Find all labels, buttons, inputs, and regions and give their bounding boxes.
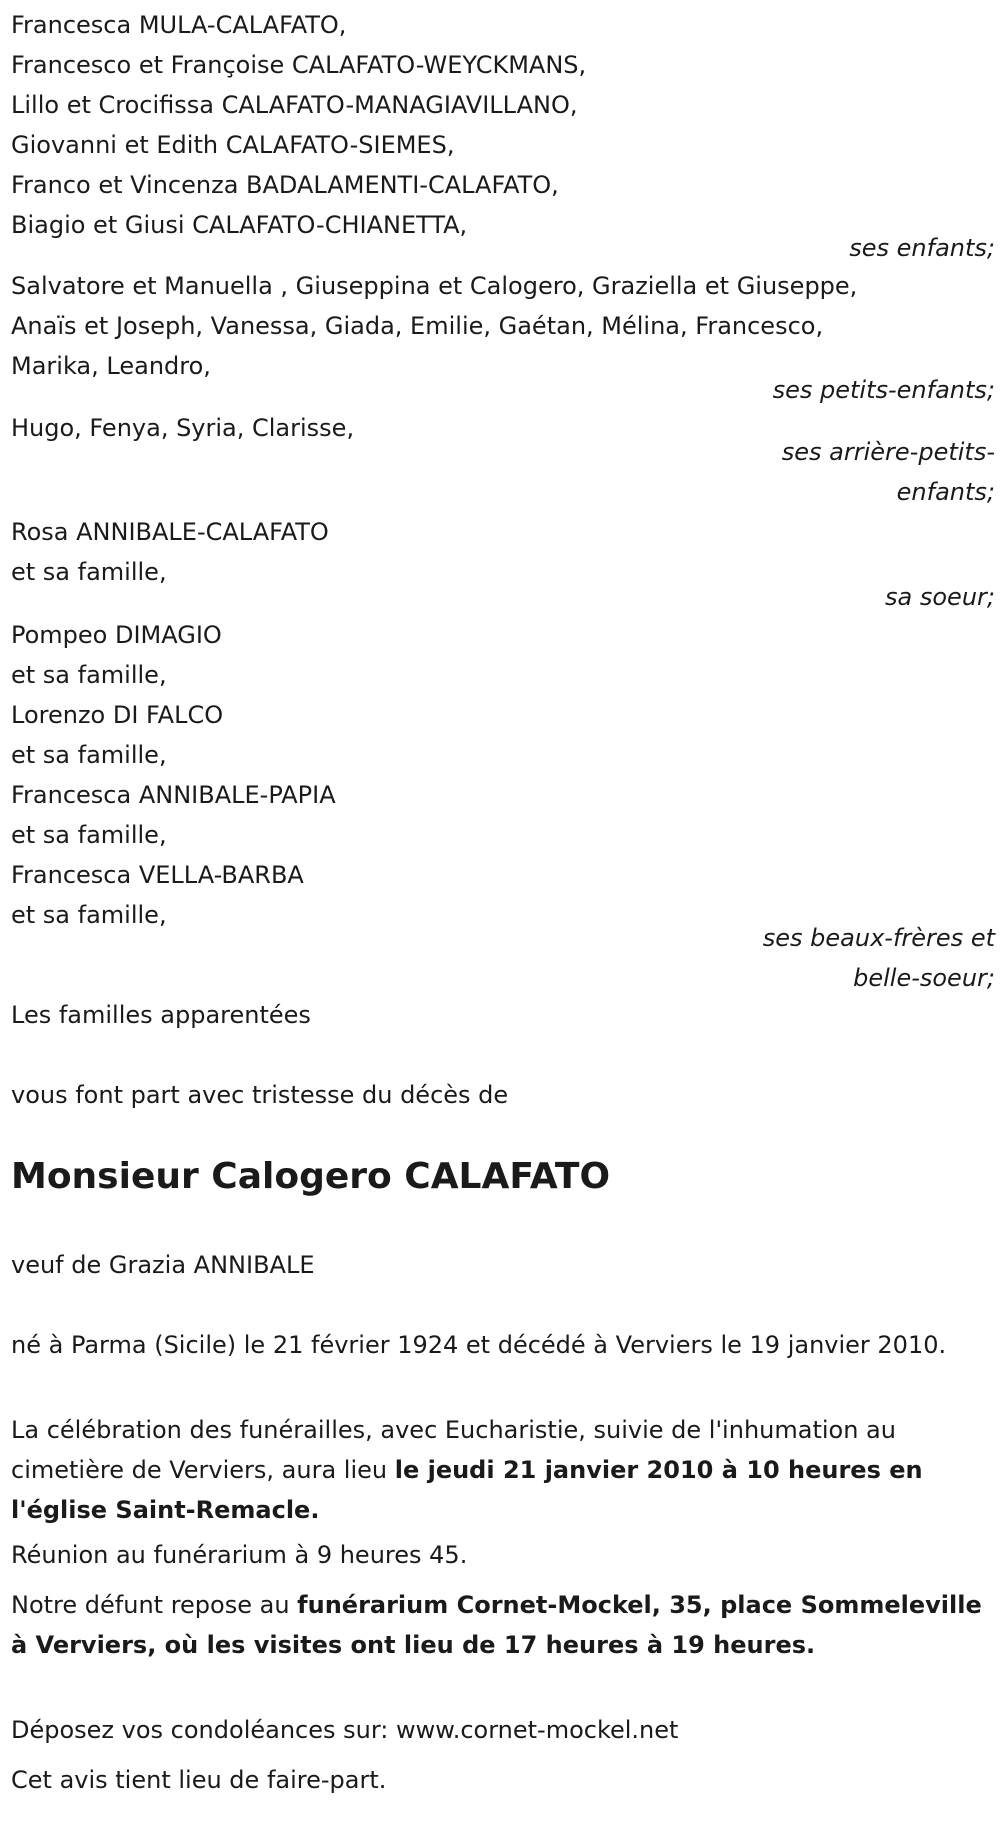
grandchildren-role: ses petits-enfants; — [772, 376, 995, 404]
announcement: vous font part avec tristesse du décès de — [11, 1081, 509, 1109]
rest-location: funérarium Cornet-Mockel, 35, place Sommeleville à Verviers, où les visites ont lieu de 17 heures à 19 heures. — [11, 1591, 982, 1659]
rest-details — [11, 1585, 991, 1665]
condolences: Déposez vos condoléances sur: www.cornet-mockel.net — [11, 1716, 679, 1744]
in-laws-list — [11, 615, 1000, 935]
role-line: ses beaux-frères et — [762, 924, 995, 952]
birth-death: né à Parma (Sicile) le 21 février 1924 et décédé à Verviers le 19 janvier 2010. — [11, 1331, 947, 1359]
list-item: et sa famille, — [11, 661, 167, 689]
list-item: Pompeo DIMAGIO — [11, 621, 222, 649]
rest-text: Notre défunt repose au — [11, 1591, 298, 1619]
children-list — [11, 5, 1000, 245]
children-role: ses enfants; — [849, 234, 995, 262]
related-families: Les familles apparentées — [11, 1001, 311, 1029]
grandchildren-list — [11, 266, 1000, 386]
list-item: et sa famille, — [11, 901, 167, 929]
list-item: et sa famille, — [11, 558, 167, 586]
great-grandchildren-role — [782, 432, 995, 512]
funeral-text: La célébration des funérailles, avec Eucharistie, suivie de l'inhumation au cimetière de Verviers, aura lieu — [11, 1416, 896, 1484]
list-item: Francesca ANNIBALE-PAPIA — [11, 781, 336, 809]
list-item: Lorenzo DI FALCO — [11, 701, 224, 729]
list-item: Hugo, Fenya, Syria, Clarisse, — [11, 414, 355, 442]
widower-of: veuf de Grazia ANNIBALE — [11, 1251, 315, 1279]
list-item: Anaïs et Joseph, Vanessa, Giada, Emilie, Gaétan, Mélina, Francesco, — [11, 312, 824, 340]
list-item: et sa famille, — [11, 821, 167, 849]
list-item: Salvatore et Manuella , Giuseppina et Calogero, Graziella et Giuseppe, — [11, 272, 858, 300]
in-laws-role — [763, 918, 995, 998]
sister-role: sa soeur; — [885, 583, 995, 611]
role-line: ses arrière-petits- — [781, 438, 995, 466]
list-item: et sa famille, — [11, 741, 167, 769]
funeral-details — [11, 1410, 991, 1530]
role-line: enfants; — [896, 478, 995, 506]
list-item: Biagio et Giusi CALAFATO-CHIANETTA, — [11, 211, 468, 239]
list-item: Franco et Vincenza BADALAMENTI-CALAFATO, — [11, 171, 559, 199]
deceased-name: Monsieur Calogero CALAFATO — [11, 1156, 611, 1197]
list-item: Marika, Leandro, — [11, 352, 211, 380]
list-item: Francesca MULA-CALAFATO, — [11, 11, 347, 39]
funeral-date-place: le jeudi 21 janvier 2010 à 10 heures en l'église Saint-Remacle. — [11, 1456, 923, 1524]
list-item: Lillo et Crocifissa CALAFATO-MANAGIAVILLANO, — [11, 91, 578, 119]
list-item: Francesca VELLA-BARBA — [11, 861, 304, 889]
list-item: Francesco et Françoise CALAFATO-WEYCKMANS, — [11, 51, 587, 79]
sister-list — [11, 512, 1000, 592]
notice: Cet avis tient lieu de faire-part. — [11, 1766, 387, 1794]
list-item: Giovanni et Edith CALAFATO-SIEMES, — [11, 131, 455, 159]
role-line: belle-soeur; — [853, 964, 995, 992]
list-item: Rosa ANNIBALE-CALAFATO — [11, 518, 329, 546]
meeting: Réunion au funérarium à 9 heures 45. — [11, 1541, 468, 1569]
